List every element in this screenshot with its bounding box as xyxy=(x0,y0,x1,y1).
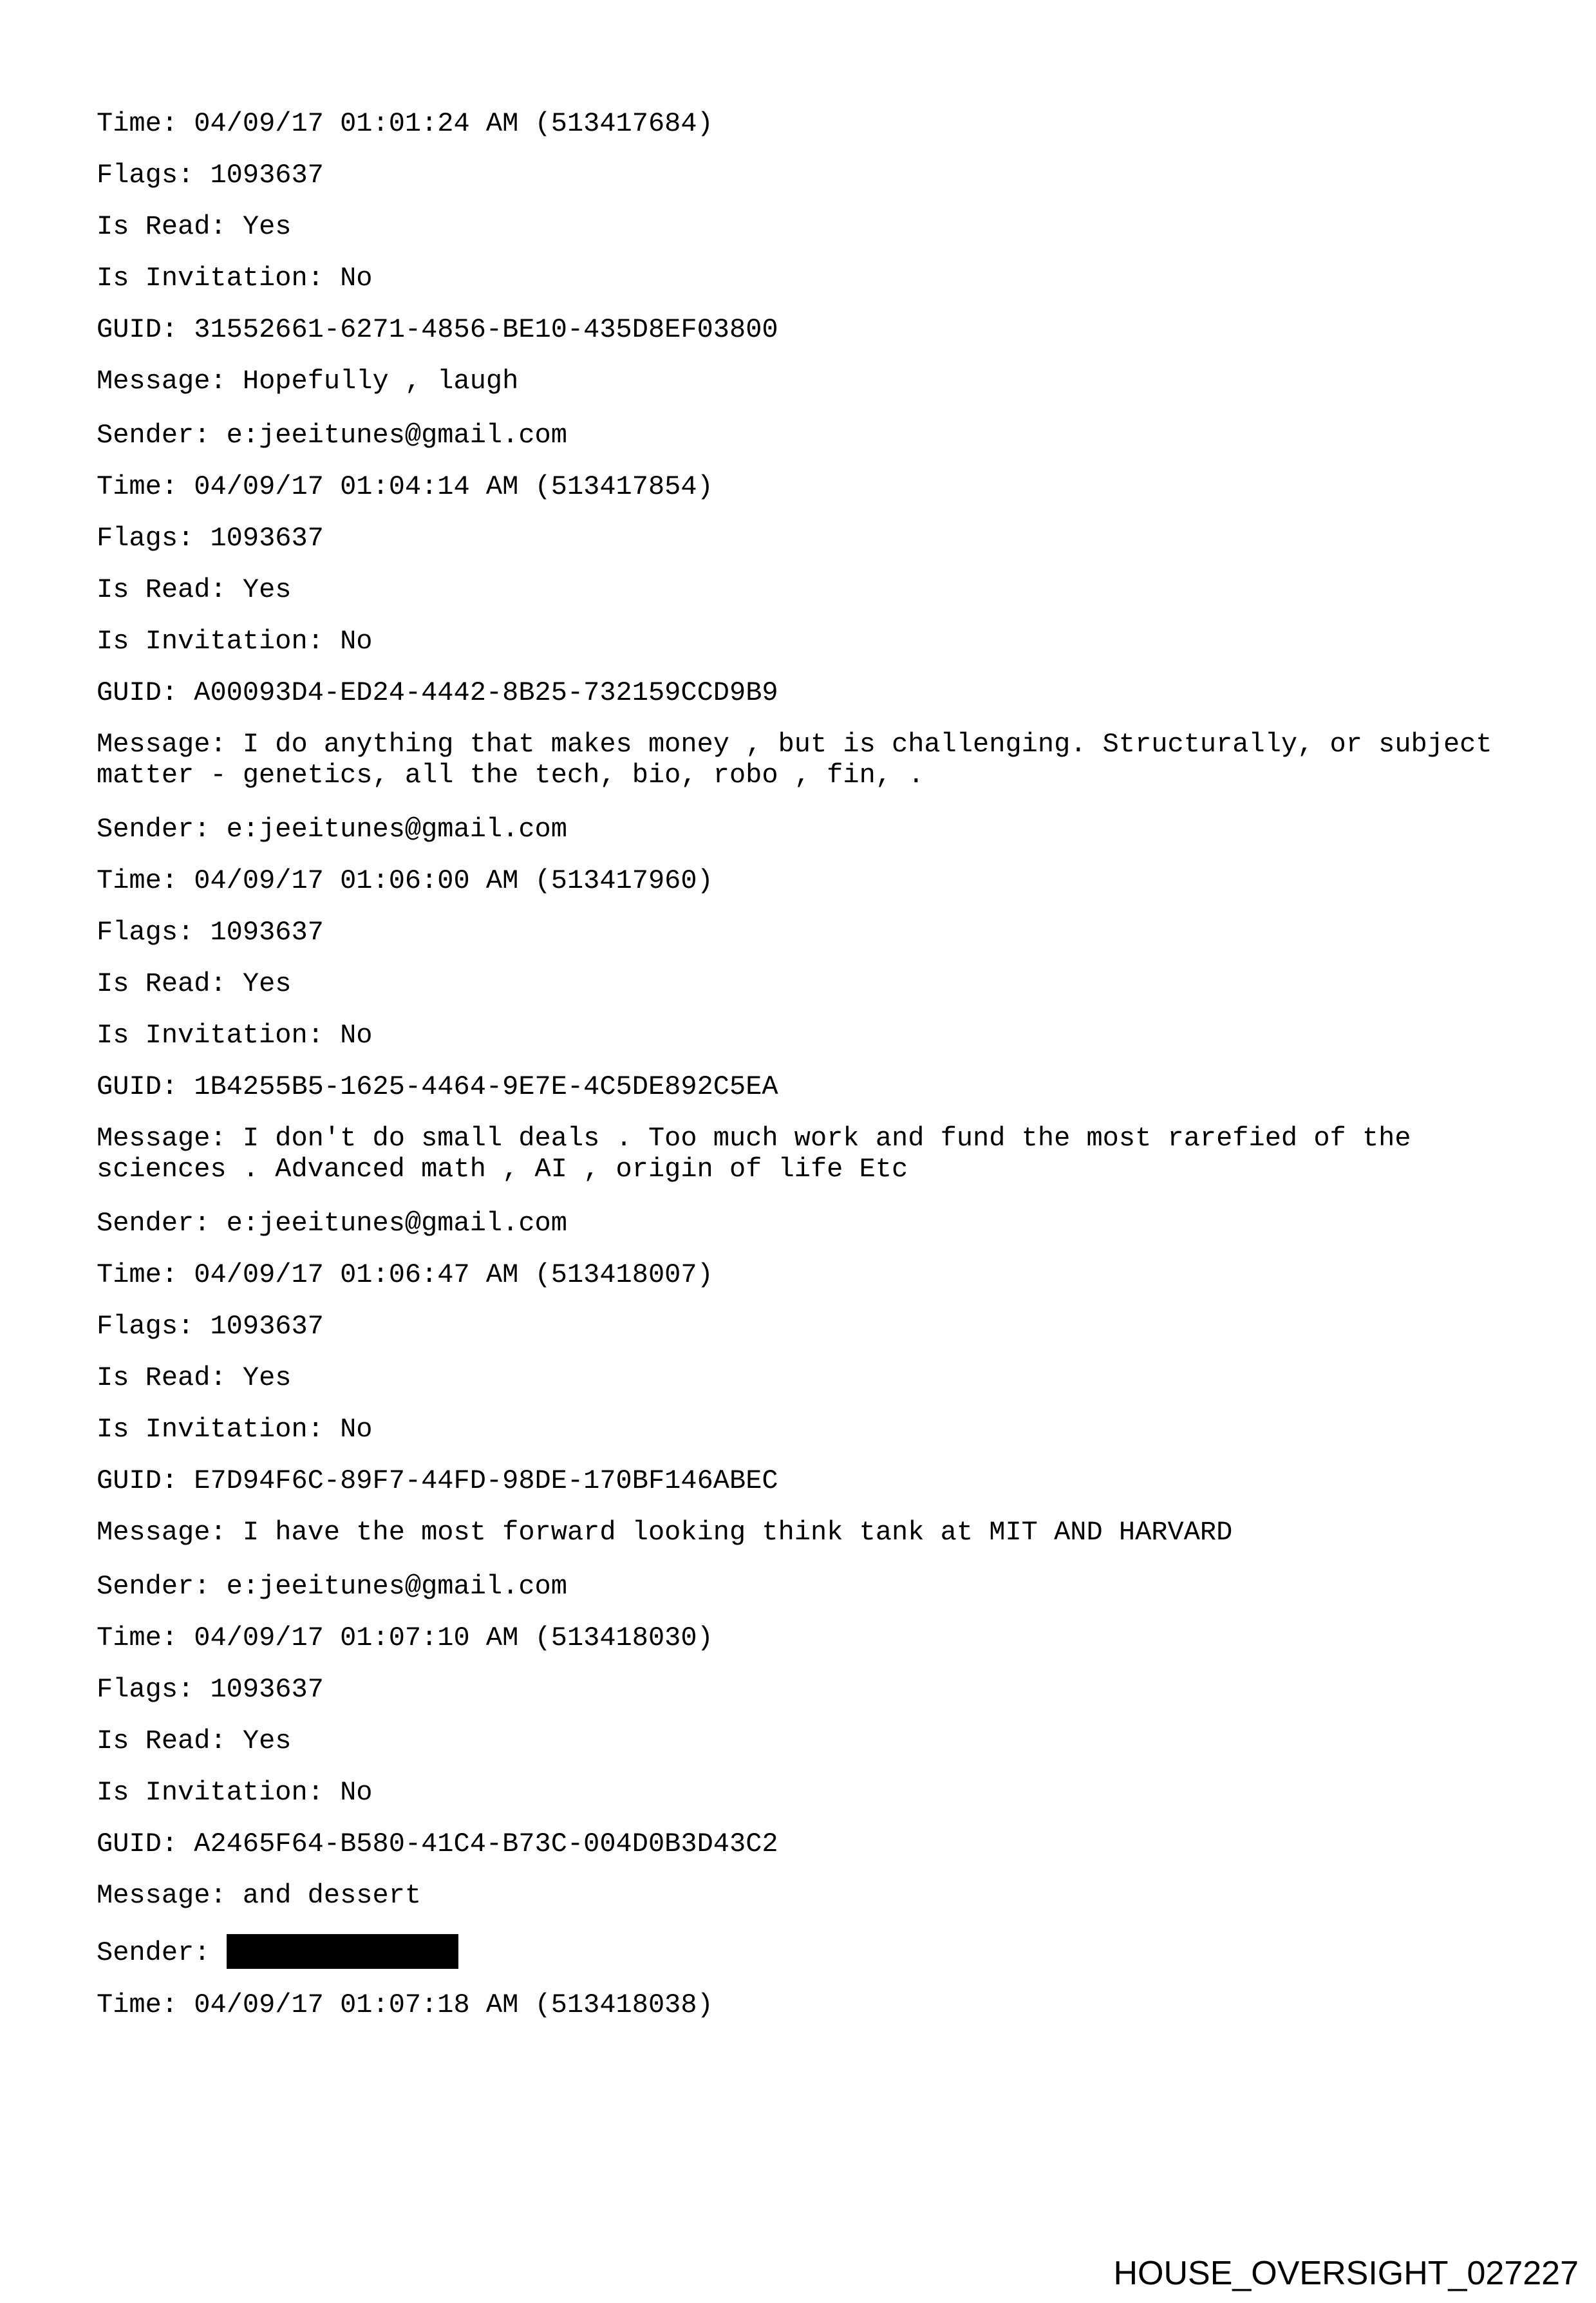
field-line xyxy=(97,968,1513,999)
field-label: GUID: xyxy=(97,314,178,345)
field-value: 04/09/17 01:04:14 AM (513417854) xyxy=(194,471,713,502)
field-line xyxy=(97,1571,1513,1602)
field-label: Time: xyxy=(97,1259,178,1290)
field-line xyxy=(97,420,1513,451)
field-line xyxy=(97,1880,1513,1911)
field-label: GUID: xyxy=(97,1071,178,1102)
field-label: Time: xyxy=(97,865,178,896)
field-label: Is Invitation: xyxy=(97,626,324,657)
field-label: Is Read: xyxy=(97,968,227,999)
field-line xyxy=(97,1362,1513,1393)
message-log xyxy=(97,108,1513,2044)
field-label: Message: xyxy=(97,1517,227,1548)
field-label: Message: xyxy=(97,1123,227,1154)
field-label: Flags: xyxy=(97,1674,194,1705)
field-line xyxy=(97,917,1513,948)
field-label: Message: xyxy=(97,729,227,760)
field-line xyxy=(97,865,1513,896)
field-label: Is Read: xyxy=(97,211,227,242)
field-value: Yes xyxy=(242,1725,292,1756)
field-value: 04/09/17 01:07:18 AM (513418038) xyxy=(194,1989,713,2020)
field-line xyxy=(97,1465,1513,1496)
field-line xyxy=(97,1989,1513,2020)
field-value: Yes xyxy=(242,211,292,242)
field-label: Is Read: xyxy=(97,574,227,605)
message-record xyxy=(97,1208,1513,1548)
field-line xyxy=(97,160,1513,191)
field-label: Is Invitation: xyxy=(97,1020,324,1051)
field-label: Sender: xyxy=(97,1937,211,1968)
field-value: No xyxy=(340,626,373,657)
field-label: Flags: xyxy=(97,917,194,948)
field-label: GUID: xyxy=(97,677,178,708)
field-line xyxy=(97,471,1513,502)
field-value: 1B4255B5-1625-4464-9E7E-4C5DE892C5EA xyxy=(194,1071,778,1102)
field-label: Is Read: xyxy=(97,1362,227,1393)
field-value: No xyxy=(340,1777,373,1808)
field-value: Hopefully , laugh xyxy=(242,366,519,397)
message-record xyxy=(97,1934,1513,2020)
field-label: Flags: xyxy=(97,523,194,554)
field-value: 1093637 xyxy=(210,917,324,948)
field-value: No xyxy=(340,1020,373,1051)
message-record xyxy=(97,1571,1513,1911)
field-value: e:jeeitunes@gmail.com xyxy=(226,1571,567,1602)
field-label: Sender: xyxy=(97,814,211,845)
field-line xyxy=(97,108,1513,139)
field-line xyxy=(97,1934,1513,1969)
field-value: e:jeeitunes@gmail.com xyxy=(226,1208,567,1239)
field-label: GUID: xyxy=(97,1465,178,1496)
redaction-box xyxy=(227,1934,458,1969)
field-label: Flags: xyxy=(97,1311,194,1342)
message-record xyxy=(97,814,1513,1185)
field-label: Flags: xyxy=(97,160,194,191)
field-line xyxy=(97,1414,1513,1445)
field-label: Time: xyxy=(97,1989,178,2020)
field-line xyxy=(97,729,1513,791)
field-label: Sender: xyxy=(97,420,211,451)
field-value: 04/09/17 01:01:24 AM (513417684) xyxy=(194,108,713,139)
field-line xyxy=(97,1311,1513,1342)
field-line xyxy=(97,814,1513,845)
field-value: A2465F64-B580-41C4-B73C-004D0B3D43C2 xyxy=(194,1828,778,1859)
field-line xyxy=(97,366,1513,397)
field-label: GUID: xyxy=(97,1828,178,1859)
field-value: 1093637 xyxy=(210,1311,324,1342)
field-value: and dessert xyxy=(242,1880,422,1911)
field-label: Is Invitation: xyxy=(97,1777,324,1808)
field-label: Message: xyxy=(97,1880,227,1911)
field-line xyxy=(97,574,1513,605)
field-value: 1093637 xyxy=(210,1674,324,1705)
field-line xyxy=(97,1622,1513,1653)
field-value: 04/09/17 01:06:00 AM (513417960) xyxy=(194,865,713,896)
field-label: Is Invitation: xyxy=(97,263,324,294)
field-line xyxy=(97,1259,1513,1290)
field-label: Is Invitation: xyxy=(97,1414,324,1445)
field-label: Time: xyxy=(97,108,178,139)
field-value: Yes xyxy=(242,574,292,605)
field-line xyxy=(97,211,1513,242)
bates-stamp: HOUSE_OVERSIGHT_027227 xyxy=(1113,2255,1579,2292)
field-label: Sender: xyxy=(97,1208,211,1239)
field-label: Time: xyxy=(97,1622,178,1653)
field-label: Is Read: xyxy=(97,1725,227,1756)
field-line xyxy=(97,1123,1513,1185)
field-value: Yes xyxy=(242,968,292,999)
field-line xyxy=(97,1020,1513,1051)
field-line xyxy=(97,677,1513,708)
field-label: Sender: xyxy=(97,1571,211,1602)
field-value: 1093637 xyxy=(210,523,324,554)
field-line xyxy=(97,523,1513,554)
field-value: I have the most forward looking think tank at MIT AND HARVARD xyxy=(242,1517,1233,1548)
field-value: No xyxy=(340,1414,373,1445)
field-label: Time: xyxy=(97,471,178,502)
field-line xyxy=(97,1208,1513,1239)
message-record xyxy=(97,420,1513,791)
field-line xyxy=(97,314,1513,345)
field-value: No xyxy=(340,263,373,294)
field-label: Message: xyxy=(97,366,227,397)
field-value: I do anything that makes money , but is challenging. Structurally, or subject matter - genetics, all the tech, bio, robo , fin, . xyxy=(97,729,1492,791)
field-value: e:jeeitunes@gmail.com xyxy=(226,814,567,845)
field-line xyxy=(97,1725,1513,1756)
field-line xyxy=(97,1777,1513,1808)
field-line xyxy=(97,626,1513,657)
field-value: Yes xyxy=(242,1362,292,1393)
field-value: e:jeeitunes@gmail.com xyxy=(226,420,567,451)
field-line xyxy=(97,263,1513,294)
field-value: 04/09/17 01:07:10 AM (513418030) xyxy=(194,1622,713,1653)
field-value: E7D94F6C-89F7-44FD-98DE-170BF146ABEC xyxy=(194,1465,778,1496)
field-value: 04/09/17 01:06:47 AM (513418007) xyxy=(194,1259,713,1290)
field-line xyxy=(97,1674,1513,1705)
field-value: 1093637 xyxy=(210,160,324,191)
field-line xyxy=(97,1071,1513,1102)
field-value: 31552661-6271-4856-BE10-435D8EF03800 xyxy=(194,314,778,345)
field-value: I don't do small deals . Too much work and fund the most rarefied of the sciences . Advanced math , AI , origin of life Etc xyxy=(97,1123,1411,1185)
field-line xyxy=(97,1828,1513,1859)
field-value: A00093D4-ED24-4442-8B25-732159CCD9B9 xyxy=(194,677,778,708)
field-line xyxy=(97,1517,1513,1548)
message-record xyxy=(97,108,1513,397)
